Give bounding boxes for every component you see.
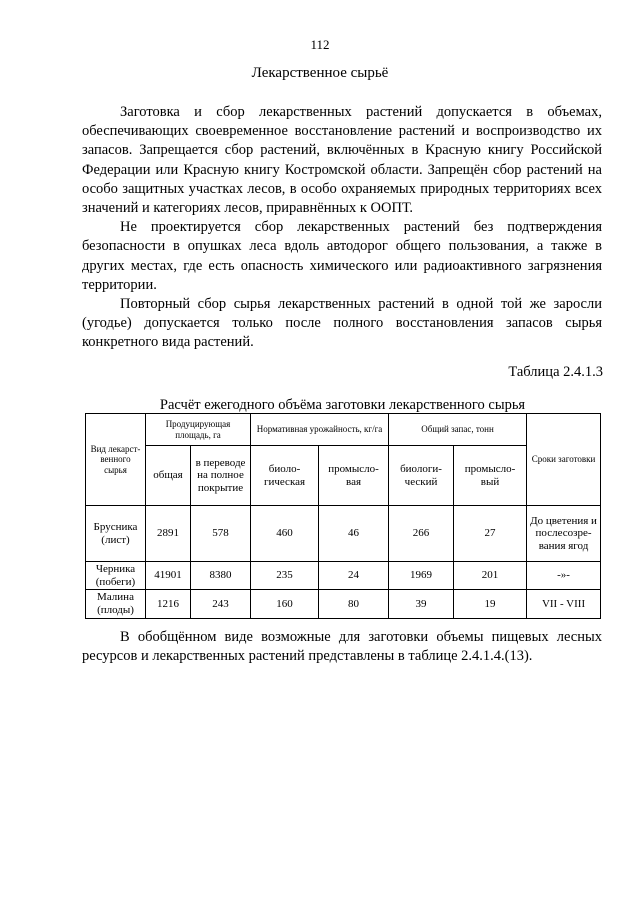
table-caption: Расчёт ежегодного объёма заготовки лекарственного сырья [159, 397, 526, 413]
row-yield-biological: 460 [251, 506, 319, 562]
row-yield-commercial: 24 [319, 562, 389, 590]
subheader-area-full-cover: в переводе на полное покрытие [191, 446, 251, 506]
section-heading: Лекарственное сырьё [251, 65, 389, 81]
subheader-stock-biological: биологи-ческий [389, 446, 454, 506]
row-terms: VII - VIII [527, 590, 601, 618]
closing-paragraph: В обобщённом виде возможные для заготовки объемы пищевых лесных ресурсов и лекарственных растений представлены в таблице 2.4.1.4.(13). [82, 629, 602, 665]
row-species: Малина (плоды) [86, 590, 146, 618]
paragraph-3: Повторный сбор сырья лекарственных растений в одной той же заросли (угодье) допускается только после полного восстановления запасов сырья конкретного вида растений. [82, 296, 602, 351]
header-row-1 [86, 414, 601, 446]
body-paragraphs [82, 103, 602, 353]
harvest-table [85, 413, 601, 619]
subheader-yield-commercial: промысло-вая [319, 446, 389, 506]
subheader-stock-commercial: промысло-вый [454, 446, 527, 506]
paragraph-1: Заготовка и сбор лекарственных растений допускается в объемах, обеспечивающих своевременное восстановление растений и воспроизводство их запасов. Запрещается сбор растений, включённых в Красную книгу Российской Федерации или Красную книгу Костромской области. Запрещён сбор растений на особо защитных участках лесов, в особо охраняемых природных территориях всех значений и категориях лесов, приравнённых к ООПТ. [82, 104, 602, 217]
closing-text [82, 628, 602, 666]
row-species: Брусника (лист) [86, 506, 146, 562]
row-yield-commercial: 46 [319, 506, 389, 562]
row-area-full-cover: 8380 [191, 562, 251, 590]
table-row [86, 562, 601, 590]
row-stock-biological: 39 [389, 590, 454, 618]
header-species: Вид лекарст-венного сырья [86, 414, 146, 506]
row-stock-commercial: 27 [454, 506, 527, 562]
row-terms: До цветения и послесозре-вания ягод [527, 506, 601, 562]
header-terms: Сроки заготовки [527, 414, 601, 506]
row-yield-biological: 160 [251, 590, 319, 618]
table-row [86, 590, 601, 618]
row-stock-commercial: 19 [454, 590, 527, 618]
header-area: Продуцирующая площадь, га [146, 414, 251, 446]
header-row-2 [86, 446, 601, 506]
row-yield-biological: 235 [251, 562, 319, 590]
table-row [86, 506, 601, 562]
subheader-yield-biological: биоло-гическая [251, 446, 319, 506]
header-yield: Нормативная урожайность, кг/га [251, 414, 389, 446]
row-stock-biological: 1969 [389, 562, 454, 590]
row-species: Черника (побеги) [86, 562, 146, 590]
row-area-total: 2891 [146, 506, 191, 562]
row-area-total: 1216 [146, 590, 191, 618]
row-area-full-cover: 578 [191, 506, 251, 562]
paragraph-2: Не проектируется сбор лекарственных растений без подтверждения безопасности в опушках леса вдоль автодорог общего пользования, а также в других местах, где есть опасность химического или радиоактивного загрязнения территории. [82, 219, 602, 293]
row-stock-commercial: 201 [454, 562, 527, 590]
table-label: Таблица 2.4.1.3 [508, 364, 603, 380]
row-area-full-cover: 243 [191, 590, 251, 618]
subheader-area-total: общая [146, 446, 191, 506]
row-area-total: 41901 [146, 562, 191, 590]
row-stock-biological: 266 [389, 506, 454, 562]
row-yield-commercial: 80 [319, 590, 389, 618]
row-terms: -»- [527, 562, 601, 590]
header-stock: Общий запас, тонн [389, 414, 527, 446]
page-number: 112 [310, 37, 330, 52]
